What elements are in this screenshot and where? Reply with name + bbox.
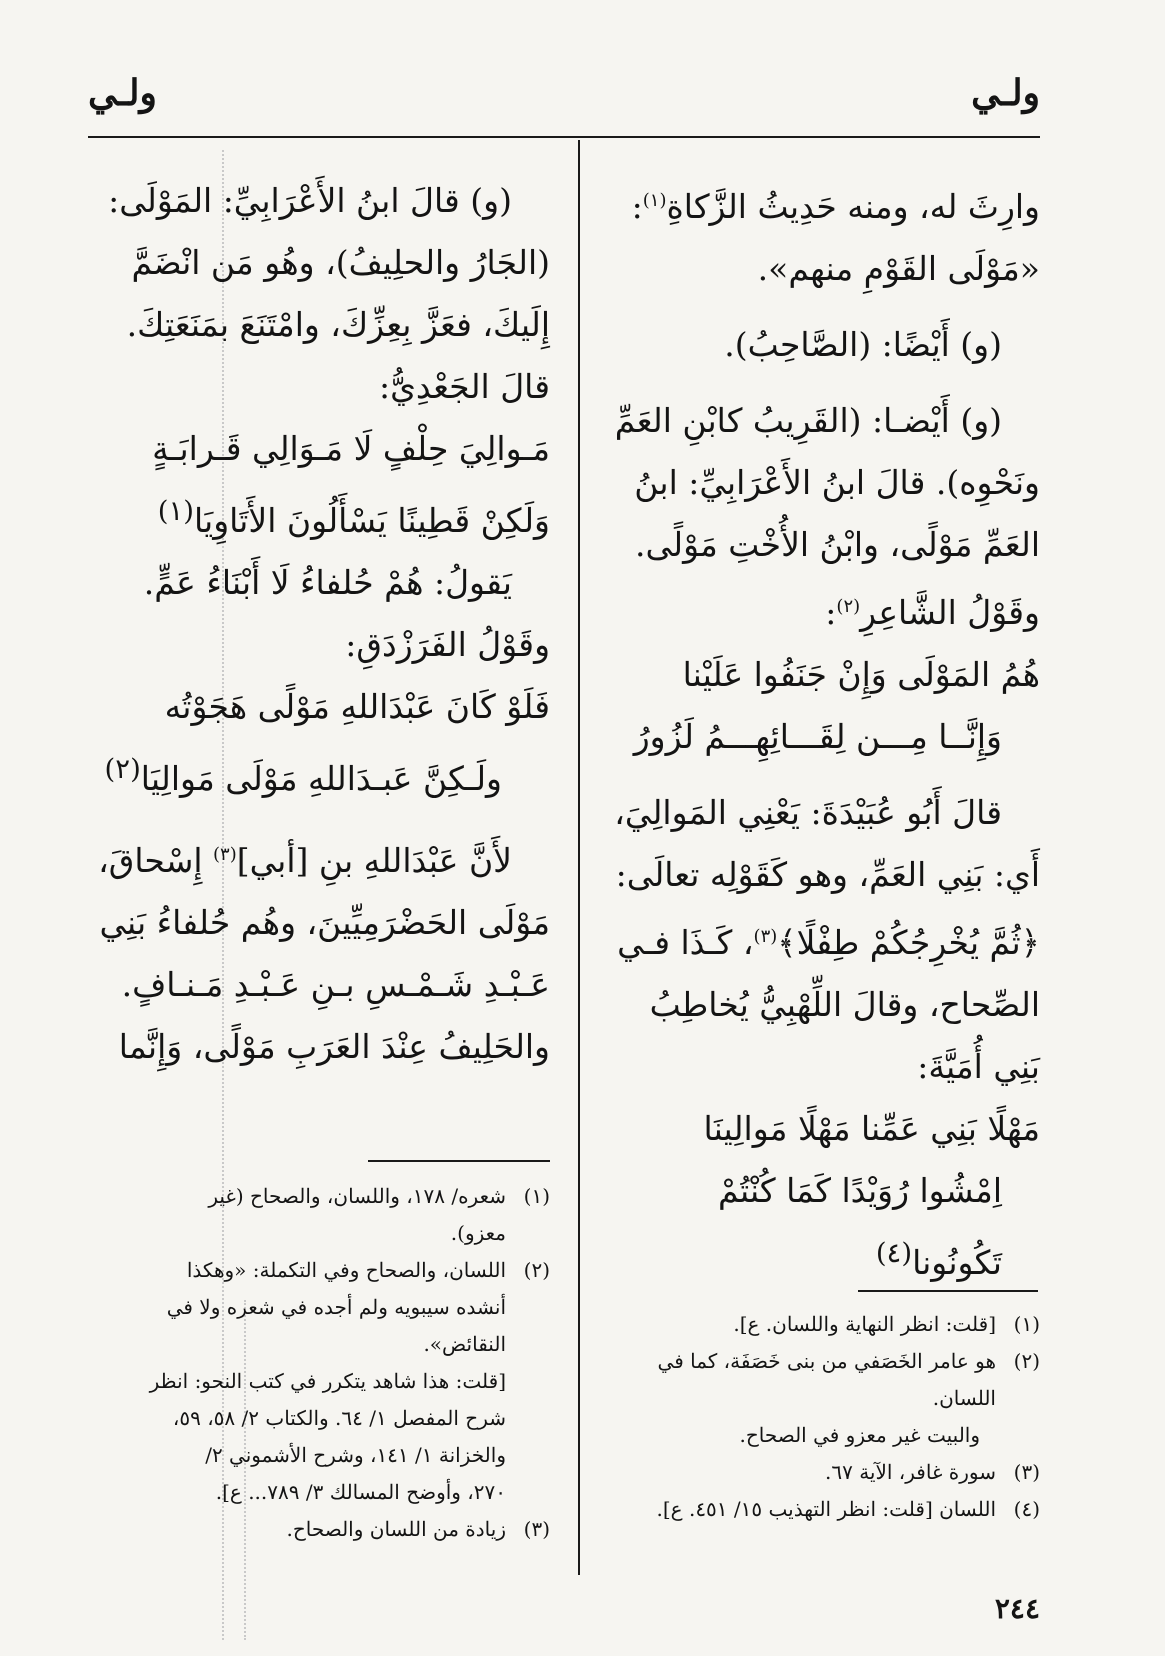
footnote-continuation: اللسان. xyxy=(932,1386,996,1410)
text-line: وقَوْلُ الفَرَزْدَقِ: xyxy=(345,625,550,664)
text-line: (الجَارُ والحلِيفُ)، وهُو مَن انْضَمَّ xyxy=(131,243,550,282)
footnotes-left xyxy=(88,1178,550,1548)
footnote-note: [قلت: هذا شاهد يتكرر في كتب النحو: انظر xyxy=(149,1369,506,1393)
quran-verse-line: ﴿ثُمَّ يُخْرِجُكُمْ طِفْلًا﴾$^{(٣)}$، كَـذَا فـي xyxy=(617,923,1040,962)
footnote-rule-left xyxy=(368,1160,550,1162)
text-line: عَـبْـدِ شَـمْـسِ بـنِ عَـبْـدِ مَـنـافٍ. xyxy=(121,965,550,1004)
text-line: مَوْلَى الحَضْرَمِيِّينَ، وهُم حُلفاءُ بَنِي xyxy=(99,903,550,942)
footnote-continuation: أنشده سيبويه ولم أجده في شعره ولا في xyxy=(166,1295,506,1319)
verse-hemistich-1: فَلَوْ كَانَ عَبْدَاللهِ مَوْلًى هَجَوْتُه xyxy=(164,687,550,726)
text-line: بَنِي أُمَيَّةَ: xyxy=(917,1047,1040,1086)
verse-hemistich-2: وَإِنَّــا مِـــن لِقَـــائِهِـــمُ لَزُورُ xyxy=(633,717,1002,756)
text-line: العَمِّ مَوْلًى، وابْنُ الأُخْتِ مَوْلًى. xyxy=(635,525,1040,564)
footnote-continuation: شرح المفصل ١/ ٦٤. والكتاب ٢/ ٥٨، ٥٩، xyxy=(172,1406,506,1430)
text-line: والحَلِيفُ عِنْدَ العَرَبِ مَوْلًى، وَإِنَّما xyxy=(118,1027,550,1066)
text-line: (و) أَيْضـا: (القَرِيبُ كابْنِ العَمِّ xyxy=(614,401,1002,440)
verse-hemistich-2: اِمْشُوا رُوَيْدًا كَمَا كُنْتُمْ تَكُونُونا$^{(٤)}$ xyxy=(718,1171,1002,1282)
footnote: (٣)زيادة من اللسان والصحاح. xyxy=(286,1517,550,1541)
page-number: ٢٤٤ xyxy=(994,1592,1040,1625)
column-divider xyxy=(578,140,580,1575)
text-line: الصِّحاح، وقالَ اللِّهْبِيُّ يُخاطِبُ xyxy=(649,985,1040,1024)
footnote-continuation: ٢٧٠، وأوضح المسالك ٣/ ٧٨٩... ع]. xyxy=(215,1480,506,1504)
right-column xyxy=(608,170,1040,1294)
text-line: (و) قالَ ابنُ الأَعْرَابِيِّ: المَوْلَى: xyxy=(108,181,512,220)
footnote-rule-right xyxy=(858,1290,1038,1292)
text-line: (و) أَيْضًا: (الصَّاحِبُ). xyxy=(724,325,1002,364)
text-line: ونَحْوِه). قالَ ابنُ الأَعْرَابِيِّ: ابنُ xyxy=(634,463,1040,502)
left-column xyxy=(88,170,550,1078)
text-line: وقَوْلُ الشَّاعِرِ$^{(٢)}$: xyxy=(825,593,1040,632)
verse-hemistich-1: مَـوالِيَ حِلْفٍ لَا مَـوَالِي قَـرابَـةٍ xyxy=(152,429,550,468)
text-line: قالَ الجَعْدِيُّ: xyxy=(378,367,550,406)
text-line: قالَ أَبُو عُبَيْدَةَ: يَعْنِي المَوالِيَ، xyxy=(614,793,1002,832)
footnote-continuation: معزو). xyxy=(450,1221,506,1245)
text-line: لأَنَّ عَبْدَاللهِ بنِ [أبي]$^{(٣)}$ إِسْحاقَ، xyxy=(98,841,512,880)
header-rule xyxy=(88,136,1040,138)
verse-hemistich-2: وَلَكِنْ قَطِينًا يَسْأَلُونَ الأَتَاوِيَا$^{(١)}$ xyxy=(157,495,550,540)
text-line: «مَوْلَى القَوْمِ منهم». xyxy=(757,249,1040,288)
footnote: (٤)اللسان [قلت: انظر التهذيب ١٥/ ٤٥١. ع]. xyxy=(656,1497,1040,1521)
footnote: (٢)اللسان، والصحاح وفي التكملة: «وهكذا xyxy=(186,1258,550,1282)
text-line: إِلَيكَ، فعَزَّ بِعِزِّكَ، وامْتَنَعَ بمَنَعَتِكَ. xyxy=(126,305,550,344)
footnote-ref: (٣) xyxy=(213,844,237,865)
footnote-ref: (١) xyxy=(157,495,194,527)
footnote: (١)[قلت: انظر النهاية واللسان. ع]. xyxy=(733,1312,1040,1336)
footnote: (٢)هو عامر الخَصَفي من بنى خَصَفَة، كما في xyxy=(657,1349,1040,1373)
footnote-ref: (٢) xyxy=(104,753,141,785)
text-line: وارِثَ له، ومنه حَدِيثُ الزَّكاةِ$^{(١)}$: xyxy=(631,187,1040,226)
footnote: (٣)سورة غافر، الآية ٦٧. xyxy=(825,1460,1040,1484)
footnote-ref: (٣) xyxy=(753,926,778,947)
running-header-right: ولـي xyxy=(971,72,1040,114)
text-line: يَقولُ: هُمْ حُلفاءُ لَا أَبْنَاءُ عَمٍّ. xyxy=(143,563,512,602)
verse-hemistich-1: مَهْلًا بَنِي عَمِّنا مَهْلًا مَوالِينَا xyxy=(703,1109,1040,1148)
text-line: أَي: بَنِي العَمِّ، وهو كَقَوْلِه تعالَى: xyxy=(615,855,1040,894)
footnotes-right xyxy=(608,1306,1040,1528)
running-header-left: ولـي xyxy=(88,72,157,114)
footnote-ref: (٢) xyxy=(836,596,861,617)
footnote-ref: (١) xyxy=(642,190,667,211)
verse-hemistich-2: ولَـكِنَّ عَبـدَاللهِ مَوْلَى مَوالِيَا$^{(٢)}$ xyxy=(104,753,502,798)
verse-hemistich-1: هُمُ المَوْلَى وَإِنْ جَنَفُوا عَلَيْنا xyxy=(682,655,1040,694)
footnote-ref: (٤) xyxy=(875,1237,913,1269)
footnote-continuation: والبيت غير معزو في الصحاح. xyxy=(739,1423,980,1447)
footnote-continuation: والخزانة ١/ ١٤١، وشرح الأشموني ٢/ xyxy=(205,1443,506,1467)
footnote-continuation: النقائض». xyxy=(423,1332,506,1356)
footnote: (١)شعره/ ١٧٨، واللسان، والصحاح (غير xyxy=(208,1184,550,1208)
